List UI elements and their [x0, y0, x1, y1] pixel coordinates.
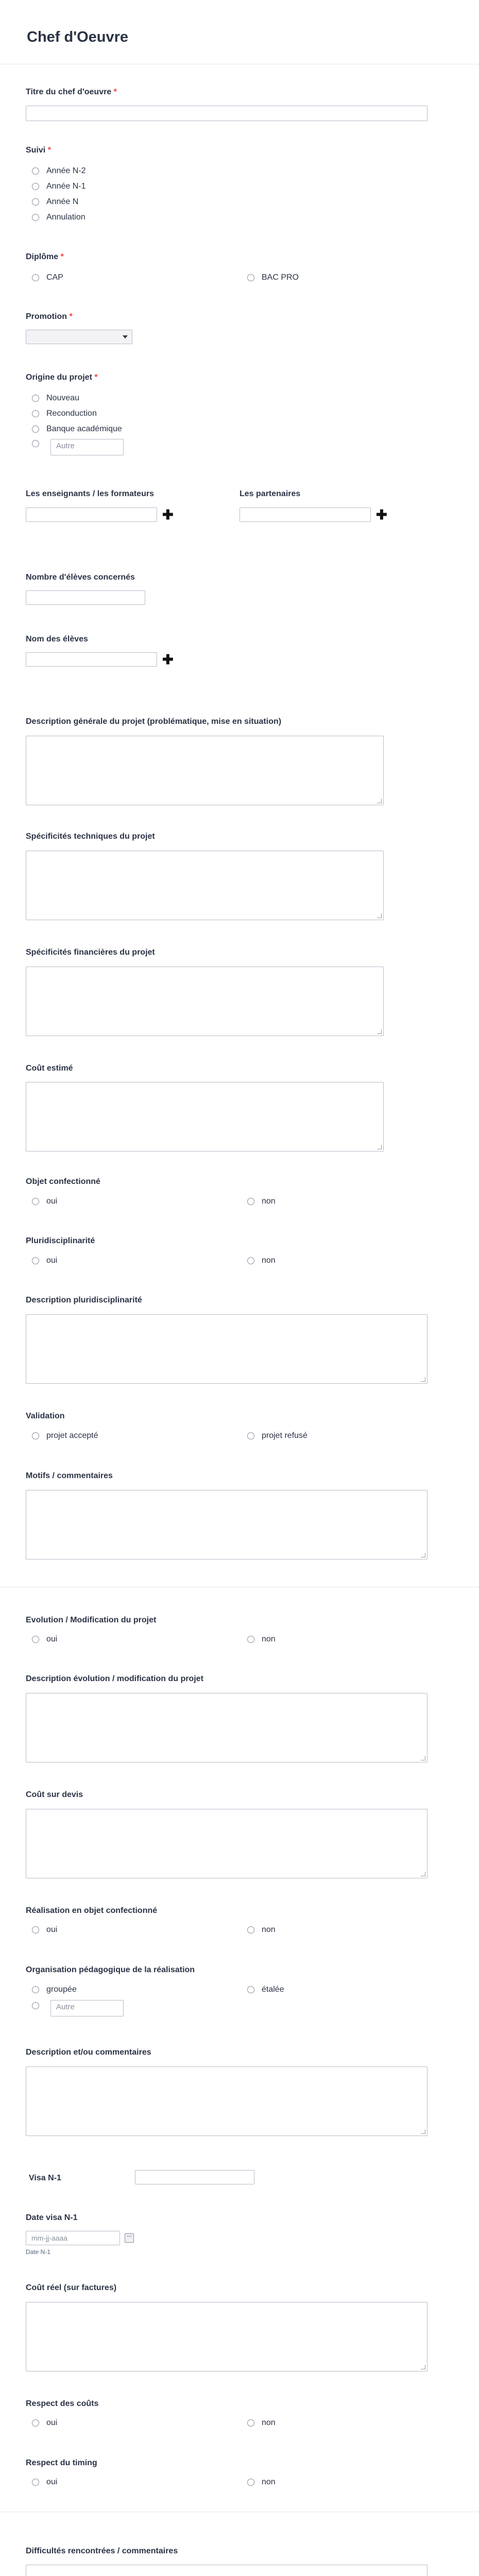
radio-icon[interactable] — [32, 2002, 39, 2009]
respect-timing-option-non[interactable]: non — [247, 2478, 276, 2487]
diplome-label: Diplôme * — [26, 252, 64, 261]
suivi-option[interactable]: Année N-1 — [32, 182, 86, 191]
radio-icon[interactable] — [32, 183, 39, 190]
motifs-label: Motifs / commentaires — [26, 1471, 113, 1480]
radio-icon[interactable] — [32, 1636, 39, 1643]
enseignants-label: Les enseignants / les formateurs — [26, 489, 154, 498]
radio-icon[interactable] — [32, 410, 39, 417]
origine-option[interactable]: Reconduction — [32, 409, 97, 418]
date-visa-input[interactable]: mm-jj-aaaa — [26, 2231, 120, 2245]
radio-icon[interactable] — [247, 1198, 254, 1205]
radio-icon[interactable] — [32, 167, 39, 175]
cout-estime-textarea[interactable] — [26, 1082, 384, 1151]
difficultes-textarea[interactable] — [26, 2565, 427, 2576]
nb-eleves-input[interactable] — [26, 590, 145, 605]
respect-couts-label: Respect des coûts — [26, 2399, 99, 2408]
promotion-select[interactable] — [26, 330, 132, 344]
diplome-option-cap[interactable]: CAP — [32, 273, 63, 282]
desc-pluri-textarea[interactable] — [26, 1314, 427, 1384]
radio-icon[interactable] — [32, 1926, 39, 1934]
date-visa-label: Date visa N-1 — [26, 2213, 78, 2222]
nom-eleves-input[interactable] — [26, 652, 157, 667]
origine-option[interactable]: Banque académique — [32, 425, 122, 434]
add-partenaire-icon[interactable]: ✚ — [376, 507, 387, 522]
organisation-other-input[interactable]: Autre — [50, 2000, 124, 2016]
desc-evolution-textarea[interactable] — [26, 1693, 427, 1762]
cout-devis-label: Coût sur devis — [26, 1790, 83, 1799]
cout-reel-textarea[interactable] — [26, 2302, 427, 2371]
pluri-option-oui[interactable]: oui — [32, 1256, 57, 1265]
form-title: Chef d'Oeuvre — [27, 29, 129, 45]
realisation-option-non[interactable]: non — [247, 1925, 276, 1935]
origine-option[interactable]: Nouveau — [32, 394, 79, 403]
evolution-option-non[interactable]: non — [247, 1635, 276, 1644]
validation-label: Validation — [26, 1412, 65, 1420]
spec-fin-textarea[interactable] — [26, 967, 384, 1036]
cout-reel-label: Coût réel (sur factures) — [26, 2283, 117, 2292]
nom-eleves-label: Nom des élèves — [26, 635, 88, 643]
pluri-label: Pluridisciplinarité — [26, 1236, 95, 1245]
radio-icon[interactable] — [32, 1198, 39, 1205]
radio-icon[interactable] — [247, 274, 254, 281]
suivi-option[interactable]: Année N — [32, 197, 78, 207]
date-visa-sublabel: Date N-1 — [26, 2248, 51, 2256]
titre-label: Titre du chef d'oeuvre * — [26, 88, 117, 96]
origine-other-input[interactable]: Autre — [50, 439, 124, 455]
radio-icon[interactable] — [32, 1986, 39, 1993]
desc-generale-label: Description générale du projet (problématique, mise en situation) — [26, 717, 282, 726]
desc-comm-textarea[interactable] — [26, 2066, 427, 2136]
radio-icon[interactable] — [247, 1636, 254, 1643]
visa-label: Visa N-1 — [29, 2174, 61, 2182]
radio-icon[interactable] — [32, 214, 39, 221]
radio-icon[interactable] — [247, 1432, 254, 1439]
partenaires-label: Les partenaires — [239, 489, 301, 498]
cout-devis-textarea[interactable] — [26, 1809, 427, 1878]
radio-icon[interactable] — [247, 2419, 254, 2427]
respect-timing-option-oui[interactable]: oui — [32, 2478, 57, 2487]
origine-label: Origine du projet * — [26, 373, 98, 382]
nb-eleves-label: Nombre d'élèves concernés — [26, 573, 135, 582]
respect-couts-option-oui[interactable]: oui — [32, 2418, 57, 2428]
spec-tech-textarea[interactable] — [26, 851, 384, 920]
chevron-down-icon — [123, 335, 128, 339]
radio-icon[interactable] — [32, 2479, 39, 2486]
calendar-icon[interactable] — [125, 2233, 134, 2243]
radio-icon[interactable] — [247, 1986, 254, 1993]
radio-icon[interactable] — [32, 198, 39, 206]
suivi-label: Suivi * — [26, 146, 51, 155]
realisation-label: Réalisation en objet confectionné — [26, 1906, 158, 1915]
cout-estime-label: Coût estimé — [26, 1064, 73, 1073]
radio-icon[interactable] — [32, 440, 39, 447]
diplome-option-bacpro[interactable]: BAC PRO — [247, 273, 299, 282]
validation-option-accepte[interactable]: projet accepté — [32, 1431, 98, 1440]
promotion-label: Promotion * — [26, 312, 73, 321]
desc-pluri-label: Description pluridisciplinarité — [26, 1296, 142, 1304]
suivi-option[interactable]: Annulation — [32, 213, 85, 222]
pluri-option-non[interactable]: non — [247, 1256, 276, 1265]
radio-icon[interactable] — [32, 274, 39, 281]
objet-label: Objet confectionné — [26, 1177, 100, 1186]
visa-input[interactable] — [135, 2170, 254, 2184]
organisation-label: Organisation pédagogique de la réalisation — [26, 1965, 195, 1974]
partenaires-input[interactable] — [239, 507, 371, 522]
radio-icon[interactable] — [247, 1257, 254, 1264]
validation-option-refuse[interactable]: projet refusé — [247, 1431, 307, 1440]
radio-icon[interactable] — [247, 2479, 254, 2486]
objet-option-oui[interactable]: oui — [32, 1197, 57, 1206]
spec-fin-label: Spécificités financières du projet — [26, 948, 155, 957]
enseignants-input[interactable] — [26, 507, 157, 522]
radio-icon[interactable] — [32, 395, 39, 402]
add-enseignant-icon[interactable]: ✚ — [162, 507, 174, 522]
evolution-option-oui[interactable]: oui — [32, 1635, 57, 1644]
realisation-option-oui[interactable]: oui — [32, 1925, 57, 1935]
add-eleve-icon[interactable]: ✚ — [162, 652, 174, 667]
organisation-option-groupee[interactable]: groupée — [32, 1985, 77, 1994]
radio-icon[interactable] — [32, 1432, 39, 1439]
radio-icon[interactable] — [247, 1926, 254, 1934]
titre-input[interactable] — [26, 106, 427, 121]
respect-timing-label: Respect du timing — [26, 2459, 97, 2467]
organisation-option-etalee[interactable]: étalée — [247, 1985, 284, 1994]
desc-evolution-label: Description évolution / modification du projet — [26, 1674, 203, 1683]
difficultes-label: Difficultés rencontrées / commentaires — [26, 2547, 178, 2555]
radio-icon[interactable] — [32, 2419, 39, 2427]
origine-option-other[interactable] — [32, 440, 46, 447]
desc-comm-label: Description et/ou commentaires — [26, 2048, 151, 2057]
motifs-textarea[interactable] — [26, 1490, 427, 1560]
organisation-option-other[interactable] — [32, 2002, 46, 2009]
radio-icon[interactable] — [32, 1257, 39, 1264]
suivi-option[interactable]: Année N-2 — [32, 166, 86, 176]
radio-icon[interactable] — [32, 426, 39, 433]
evolution-label: Evolution / Modification du projet — [26, 1616, 157, 1624]
spec-tech-label: Spécificités techniques du projet — [26, 832, 155, 841]
respect-couts-option-non[interactable]: non — [247, 2418, 276, 2428]
desc-generale-textarea[interactable] — [26, 736, 384, 805]
objet-option-non[interactable]: non — [247, 1197, 276, 1206]
